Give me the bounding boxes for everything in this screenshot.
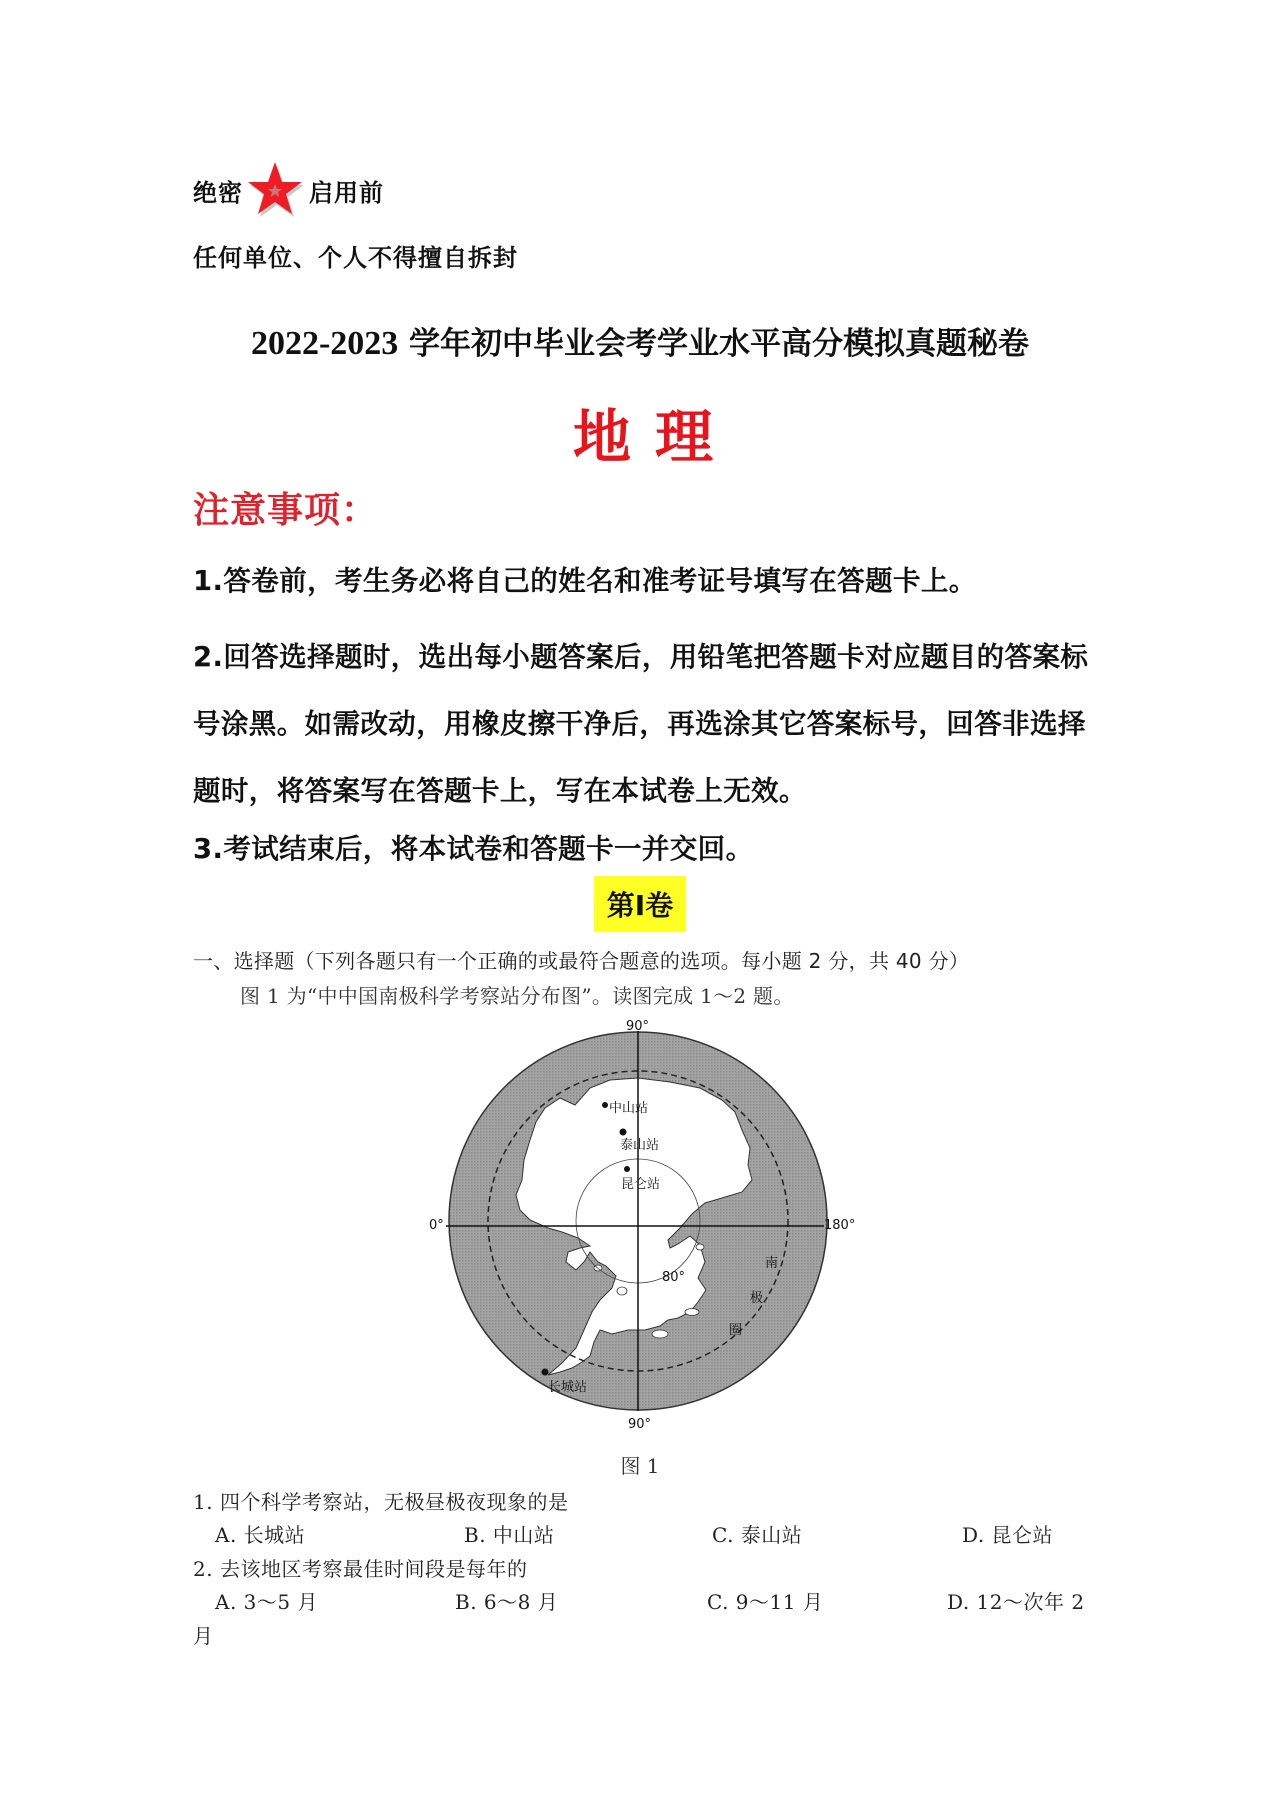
secret-label: 绝密 [193,177,243,207]
label-0: 0° [429,1218,444,1233]
exam-year: 2022-2023 [250,325,399,362]
question-1-stem: 1. 四个科学考察站，无极昼极夜现象的是 [193,1490,569,1514]
exam-title-text: 学年初中毕业会考学业水平高分模拟真题秘卷 [398,326,1030,362]
station-kunlun: 昆仑站 [621,1177,661,1192]
secret-marking [193,160,384,220]
station-marker-changcheng [542,1369,549,1376]
label-80: 80° [662,1270,686,1285]
station-marker-kunlun [624,1166,630,1172]
label-180: 180° [824,1218,856,1233]
label-90-top: 90° [626,1019,650,1034]
question-1-option-d[interactable]: D. 昆仑站 [962,1523,1054,1547]
figure-intro: 图 1 为“中中国南极科学考察站分布图”。读图完成 1～2 题。 [240,984,794,1008]
station-zhongshan: 中山站 [609,1101,649,1116]
antarctica-station-map [420,1010,860,1440]
station-changcheng: 长城站 [548,1380,588,1395]
question-2-option-d[interactable]: D. 12～次年 2 [947,1590,1085,1614]
question-1-option-a[interactable]: A. 长城站 [215,1523,306,1547]
question-2-stem: 2. 去该地区考察最佳时间段是每年的 [193,1557,528,1581]
seal-warning: 任何单位、个人不得擅自拆封 [193,243,518,272]
label-antarctic-circle-2: 极 [750,1291,764,1306]
question-2-option-b[interactable]: B. 6～8 月 [455,1590,559,1614]
station-taishan: 泰山站 [620,1138,660,1153]
exam-title [0,318,1280,363]
question-1-option-c[interactable]: C. 泰山站 [712,1523,803,1547]
notice-item-1: 1.答卷前，考生务必将自己的姓名和准考证号填写在答题卡上。 [193,565,977,597]
notice-item-2: 2.回答选择题时，选出每小题答案后，用铅笔把答题卡对应题目的答案标号涂黑。如需改动，用橡皮擦干净后，再选涂其它答案标号，回答非选择题时，将答案写在答题卡上，写在本试卷上无效。 [193,641,1089,807]
station-marker-zhongshan [602,1102,608,1108]
part-label: 第Ⅰ卷 [594,876,686,932]
subject-title: 地理 [572,403,737,471]
before-use-label: 启用前 [309,177,384,207]
question-2-option-c[interactable]: C. 9～11 月 [707,1590,824,1614]
station-marker-taishan [620,1129,627,1136]
label-antarctic-circle-1: 南 [765,1256,779,1271]
notice-heading: 注意事项： [193,490,379,531]
notice-item-3: 3.考试结束后，将本试卷和答题卡一并交回。 [193,833,754,865]
label-antarctic-circle-3: 圈 [729,1323,743,1338]
figure-caption: 图 1 [620,1454,660,1478]
red-star-icon [247,160,303,220]
section-heading: 一、选择题（下列各题只有一个正确的或最符合题意的选项。每小题 2 分，共 40 分） [193,949,970,973]
question-2-option-d-wrap: 月 [193,1624,213,1648]
label-90-bottom: 90° [628,1417,652,1432]
question-1-option-b[interactable]: B. 中山站 [464,1523,555,1547]
question-2-option-a[interactable]: A. 3～5 月 [215,1590,318,1614]
